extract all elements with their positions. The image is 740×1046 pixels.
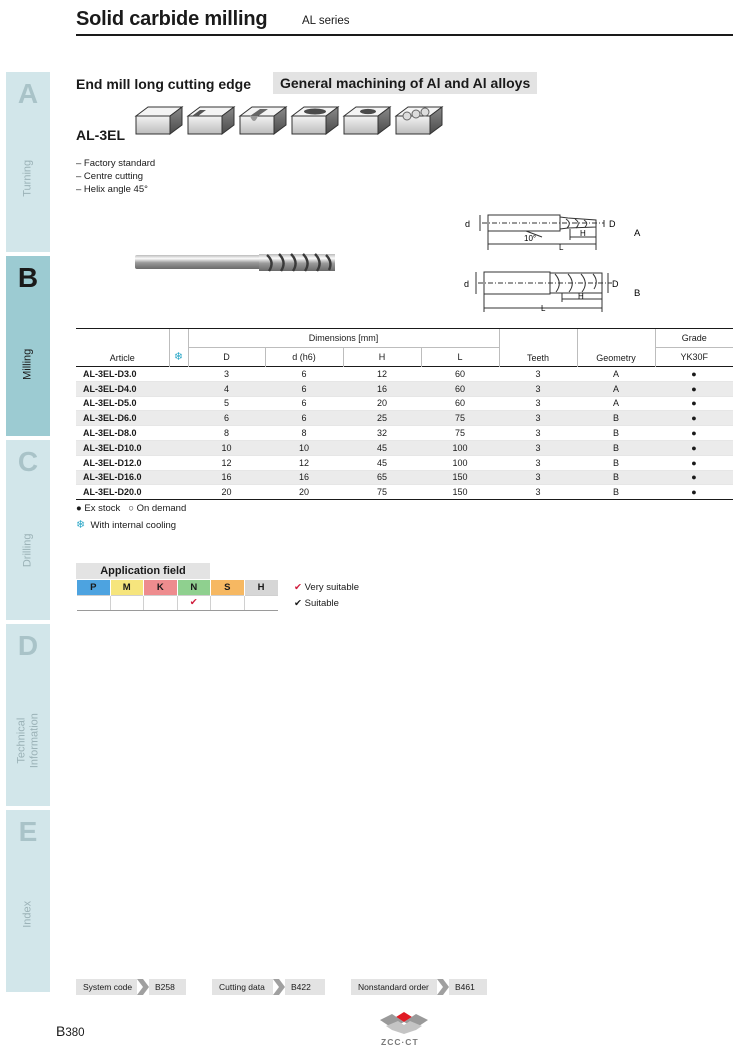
- legend-ex-stock: ● Ex stock: [76, 503, 121, 514]
- cell-geometry: A: [577, 381, 655, 396]
- col-header-D: D: [188, 348, 265, 367]
- cell-article: AL-3EL-D12.0: [76, 455, 169, 470]
- tab-letter: B: [17, 262, 39, 293]
- cell-article: AL-3EL-D16.0: [76, 470, 169, 485]
- cell-D: 16: [188, 470, 265, 485]
- col-header-L: L: [421, 348, 499, 367]
- cell-teeth: 3: [499, 470, 577, 485]
- dim-label: D: [612, 279, 619, 289]
- table-row: [76, 367, 733, 382]
- material-k: K: [144, 580, 178, 595]
- cooling-legend: [76, 518, 176, 531]
- end-mill-photo: [133, 248, 338, 278]
- cell-article: AL-3EL-D3.0: [76, 367, 169, 382]
- drawing-geometry-b: [462, 266, 650, 316]
- cell-stock: ●: [655, 470, 733, 485]
- dim-label: H: [580, 229, 586, 238]
- cell-stock: ●: [655, 381, 733, 396]
- tab-drilling[interactable]: [6, 440, 50, 620]
- cell-geometry: B: [577, 411, 655, 426]
- material-m: M: [110, 580, 144, 595]
- cell-article: AL-3EL-D20.0: [76, 485, 169, 500]
- suitable-check-icon: ✔: [294, 598, 302, 609]
- cell-H: 25: [343, 411, 421, 426]
- cell-article: AL-3EL-D5.0: [76, 396, 169, 411]
- cell-d: 6: [265, 396, 343, 411]
- tab-label: Turning: [21, 159, 34, 197]
- feature-list: [76, 157, 155, 196]
- cell-D: 12: [188, 455, 265, 470]
- feature-item: – Centre cutting: [76, 171, 144, 182]
- cell-article: AL-3EL-D4.0: [76, 381, 169, 396]
- cell-teeth: 3: [499, 426, 577, 441]
- cell-d: 16: [265, 470, 343, 485]
- ref-cutting-data[interactable]: [212, 979, 325, 995]
- ref-label: Nonstandard order: [351, 979, 437, 995]
- cell-L: 150: [421, 485, 499, 500]
- ref-code: B461: [449, 979, 487, 995]
- cell-stock: ●: [655, 367, 733, 382]
- page-num: 380: [65, 1027, 85, 1039]
- cell-geometry: A: [577, 367, 655, 382]
- geometry-label: B: [634, 288, 641, 299]
- snowflake-icon: ❄: [76, 519, 86, 531]
- cell-H: 75: [343, 485, 421, 500]
- ref-label: Cutting data: [212, 979, 273, 995]
- cell-geometry: B: [577, 426, 655, 441]
- operation-icons: [134, 104, 444, 144]
- section-badge: General machining of Al and Al alloys: [273, 72, 537, 94]
- cell-H: 45: [343, 440, 421, 455]
- cell-teeth: 3: [499, 455, 577, 470]
- cell-L: 60: [421, 381, 499, 396]
- spec-table: [76, 328, 733, 500]
- header-rule: [76, 34, 733, 36]
- cell-D: 4: [188, 381, 265, 396]
- page-letter: B: [56, 1023, 66, 1039]
- cell-d: 6: [265, 411, 343, 426]
- cell-geometry: A: [577, 396, 655, 411]
- col-header-grade-name: YK30F: [655, 348, 733, 367]
- zccct-logo: [378, 1010, 430, 1036]
- cell-geometry: B: [577, 470, 655, 485]
- col-header-article: Article: [76, 329, 169, 367]
- slot-icon: [136, 107, 182, 134]
- suitability-h: [244, 595, 278, 610]
- cell-teeth: 3: [499, 485, 577, 500]
- tab-index[interactable]: [6, 810, 50, 992]
- cell-d: 10: [265, 440, 343, 455]
- angle-label: 10°: [524, 234, 537, 243]
- tab-letter: E: [18, 816, 38, 847]
- cell-H: 12: [343, 367, 421, 382]
- table-row: [76, 485, 733, 500]
- ref-code: B258: [149, 979, 186, 995]
- snowflake-icon: ❄: [169, 329, 188, 367]
- cell-teeth: 3: [499, 440, 577, 455]
- very-suitable-label: Very suitable: [304, 582, 360, 593]
- suitability-k: [144, 595, 178, 610]
- cell-geometry: B: [577, 485, 655, 500]
- table-row: [76, 411, 733, 426]
- cell-H: 32: [343, 426, 421, 441]
- cell-stock: ●: [655, 426, 733, 441]
- legend-on-demand: ○ On demand: [128, 503, 187, 514]
- col-header-dimensions: Dimensions [mm]: [188, 329, 499, 348]
- drawing-geometry-a: [462, 210, 650, 256]
- cell-article: AL-3EL-D8.0: [76, 426, 169, 441]
- feature-item: – Factory standard: [76, 158, 156, 169]
- model-name: AL-3EL: [76, 127, 125, 143]
- suitability-p: [77, 595, 111, 610]
- cell-D: 20: [188, 485, 265, 500]
- material-h: H: [244, 580, 278, 595]
- cell-stock: ●: [655, 455, 733, 470]
- cell-stock: ●: [655, 396, 733, 411]
- cell-L: 75: [421, 411, 499, 426]
- cell-H: 65: [343, 470, 421, 485]
- table-row: [76, 470, 733, 485]
- ref-label: System code: [76, 979, 137, 995]
- table-row: [76, 381, 733, 396]
- cell-teeth: 3: [499, 396, 577, 411]
- chevron-right-icon: [437, 979, 449, 995]
- cell-teeth: 3: [499, 381, 577, 396]
- tab-turning[interactable]: [6, 72, 50, 252]
- col-header-teeth: Teeth: [499, 329, 577, 367]
- cell-d: 20: [265, 485, 343, 500]
- cell-article: AL-3EL-D10.0: [76, 440, 169, 455]
- dim-label: d: [465, 219, 471, 229]
- cell-stock: ●: [655, 440, 733, 455]
- very-suitable-check-icon: ✔: [294, 582, 302, 593]
- suitable-key: [294, 598, 339, 609]
- table-row: [76, 455, 733, 470]
- geometry-label: A: [634, 228, 641, 239]
- cell-teeth: 3: [499, 367, 577, 382]
- section-title: End mill long cutting edge: [76, 76, 251, 92]
- tab-letter: D: [17, 630, 39, 661]
- col-header-H: H: [343, 348, 421, 367]
- tab-label: Technical Information: [15, 713, 40, 769]
- cell-teeth: 3: [499, 411, 577, 426]
- cell-D: 6: [188, 411, 265, 426]
- page-number: [56, 1023, 85, 1039]
- cell-stock: ●: [655, 411, 733, 426]
- cell-stock: ●: [655, 485, 733, 500]
- dim-label: D: [609, 219, 616, 229]
- table-row: [76, 440, 733, 455]
- tab-letter: A: [17, 78, 39, 109]
- cell-d: 6: [265, 381, 343, 396]
- pocket-icon: [292, 107, 338, 134]
- material-s: S: [211, 580, 245, 595]
- tab-label: Index: [21, 900, 34, 928]
- cell-L: 100: [421, 440, 499, 455]
- tab-milling[interactable]: [6, 256, 50, 436]
- cell-H: 20: [343, 396, 421, 411]
- tab-technical-information[interactable]: [6, 624, 50, 806]
- cell-H: 16: [343, 381, 421, 396]
- dim-label: L: [541, 304, 546, 313]
- suitability-s: [211, 595, 245, 610]
- application-field-title: Application field: [76, 563, 210, 579]
- shoulder-icon: [188, 107, 234, 134]
- legend-cooling: With internal cooling: [90, 520, 177, 531]
- ref-nonstandard-order[interactable]: [351, 979, 487, 995]
- chevron-right-icon: [137, 979, 149, 995]
- cell-D: 3: [188, 367, 265, 382]
- cell-geometry: B: [577, 440, 655, 455]
- dim-label: H: [578, 292, 584, 301]
- tab-label: Drilling: [21, 533, 34, 568]
- ref-system-code[interactable]: [76, 979, 186, 995]
- application-field-table: [76, 580, 278, 611]
- cell-L: 75: [421, 426, 499, 441]
- col-header-d: d (h6): [265, 348, 343, 367]
- table-row: [76, 426, 733, 441]
- very-suitable-check-icon: ✔: [177, 595, 211, 610]
- profile-icon: [396, 107, 442, 134]
- cell-L: 60: [421, 367, 499, 382]
- cell-L: 150: [421, 470, 499, 485]
- cell-d: 12: [265, 455, 343, 470]
- col-header-grade: Grade: [655, 329, 733, 348]
- material-p: P: [77, 580, 111, 595]
- material-n: N: [177, 580, 211, 595]
- very-suitable-key: [294, 582, 359, 593]
- cell-geometry: B: [577, 455, 655, 470]
- page-subtitle: AL series: [302, 15, 350, 27]
- cell-d: 6: [265, 367, 343, 382]
- cell-D: 5: [188, 396, 265, 411]
- cell-L: 60: [421, 396, 499, 411]
- suitable-label: Suitable: [304, 598, 339, 609]
- stock-legend: [76, 503, 186, 514]
- page-title: Solid carbide milling: [76, 8, 268, 30]
- dim-label: d: [464, 279, 470, 289]
- plunge-icon: [344, 107, 390, 134]
- dim-label: L: [559, 243, 564, 252]
- cell-article: AL-3EL-D6.0: [76, 411, 169, 426]
- table-row: [76, 396, 733, 411]
- tab-letter: C: [17, 446, 39, 477]
- groove-icon: [240, 107, 286, 134]
- cell-H: 45: [343, 455, 421, 470]
- cell-d: 8: [265, 426, 343, 441]
- tab-label: Milling: [21, 348, 34, 380]
- feature-item: – Helix angle 45°: [76, 184, 148, 195]
- ref-code: B422: [285, 979, 325, 995]
- suitability-m: [110, 595, 144, 610]
- chevron-right-icon: [273, 979, 285, 995]
- cell-D: 8: [188, 426, 265, 441]
- cell-L: 100: [421, 455, 499, 470]
- logo-text: ZCC·CT: [381, 1037, 419, 1046]
- col-header-geometry: Geometry: [577, 329, 655, 367]
- cell-D: 10: [188, 440, 265, 455]
